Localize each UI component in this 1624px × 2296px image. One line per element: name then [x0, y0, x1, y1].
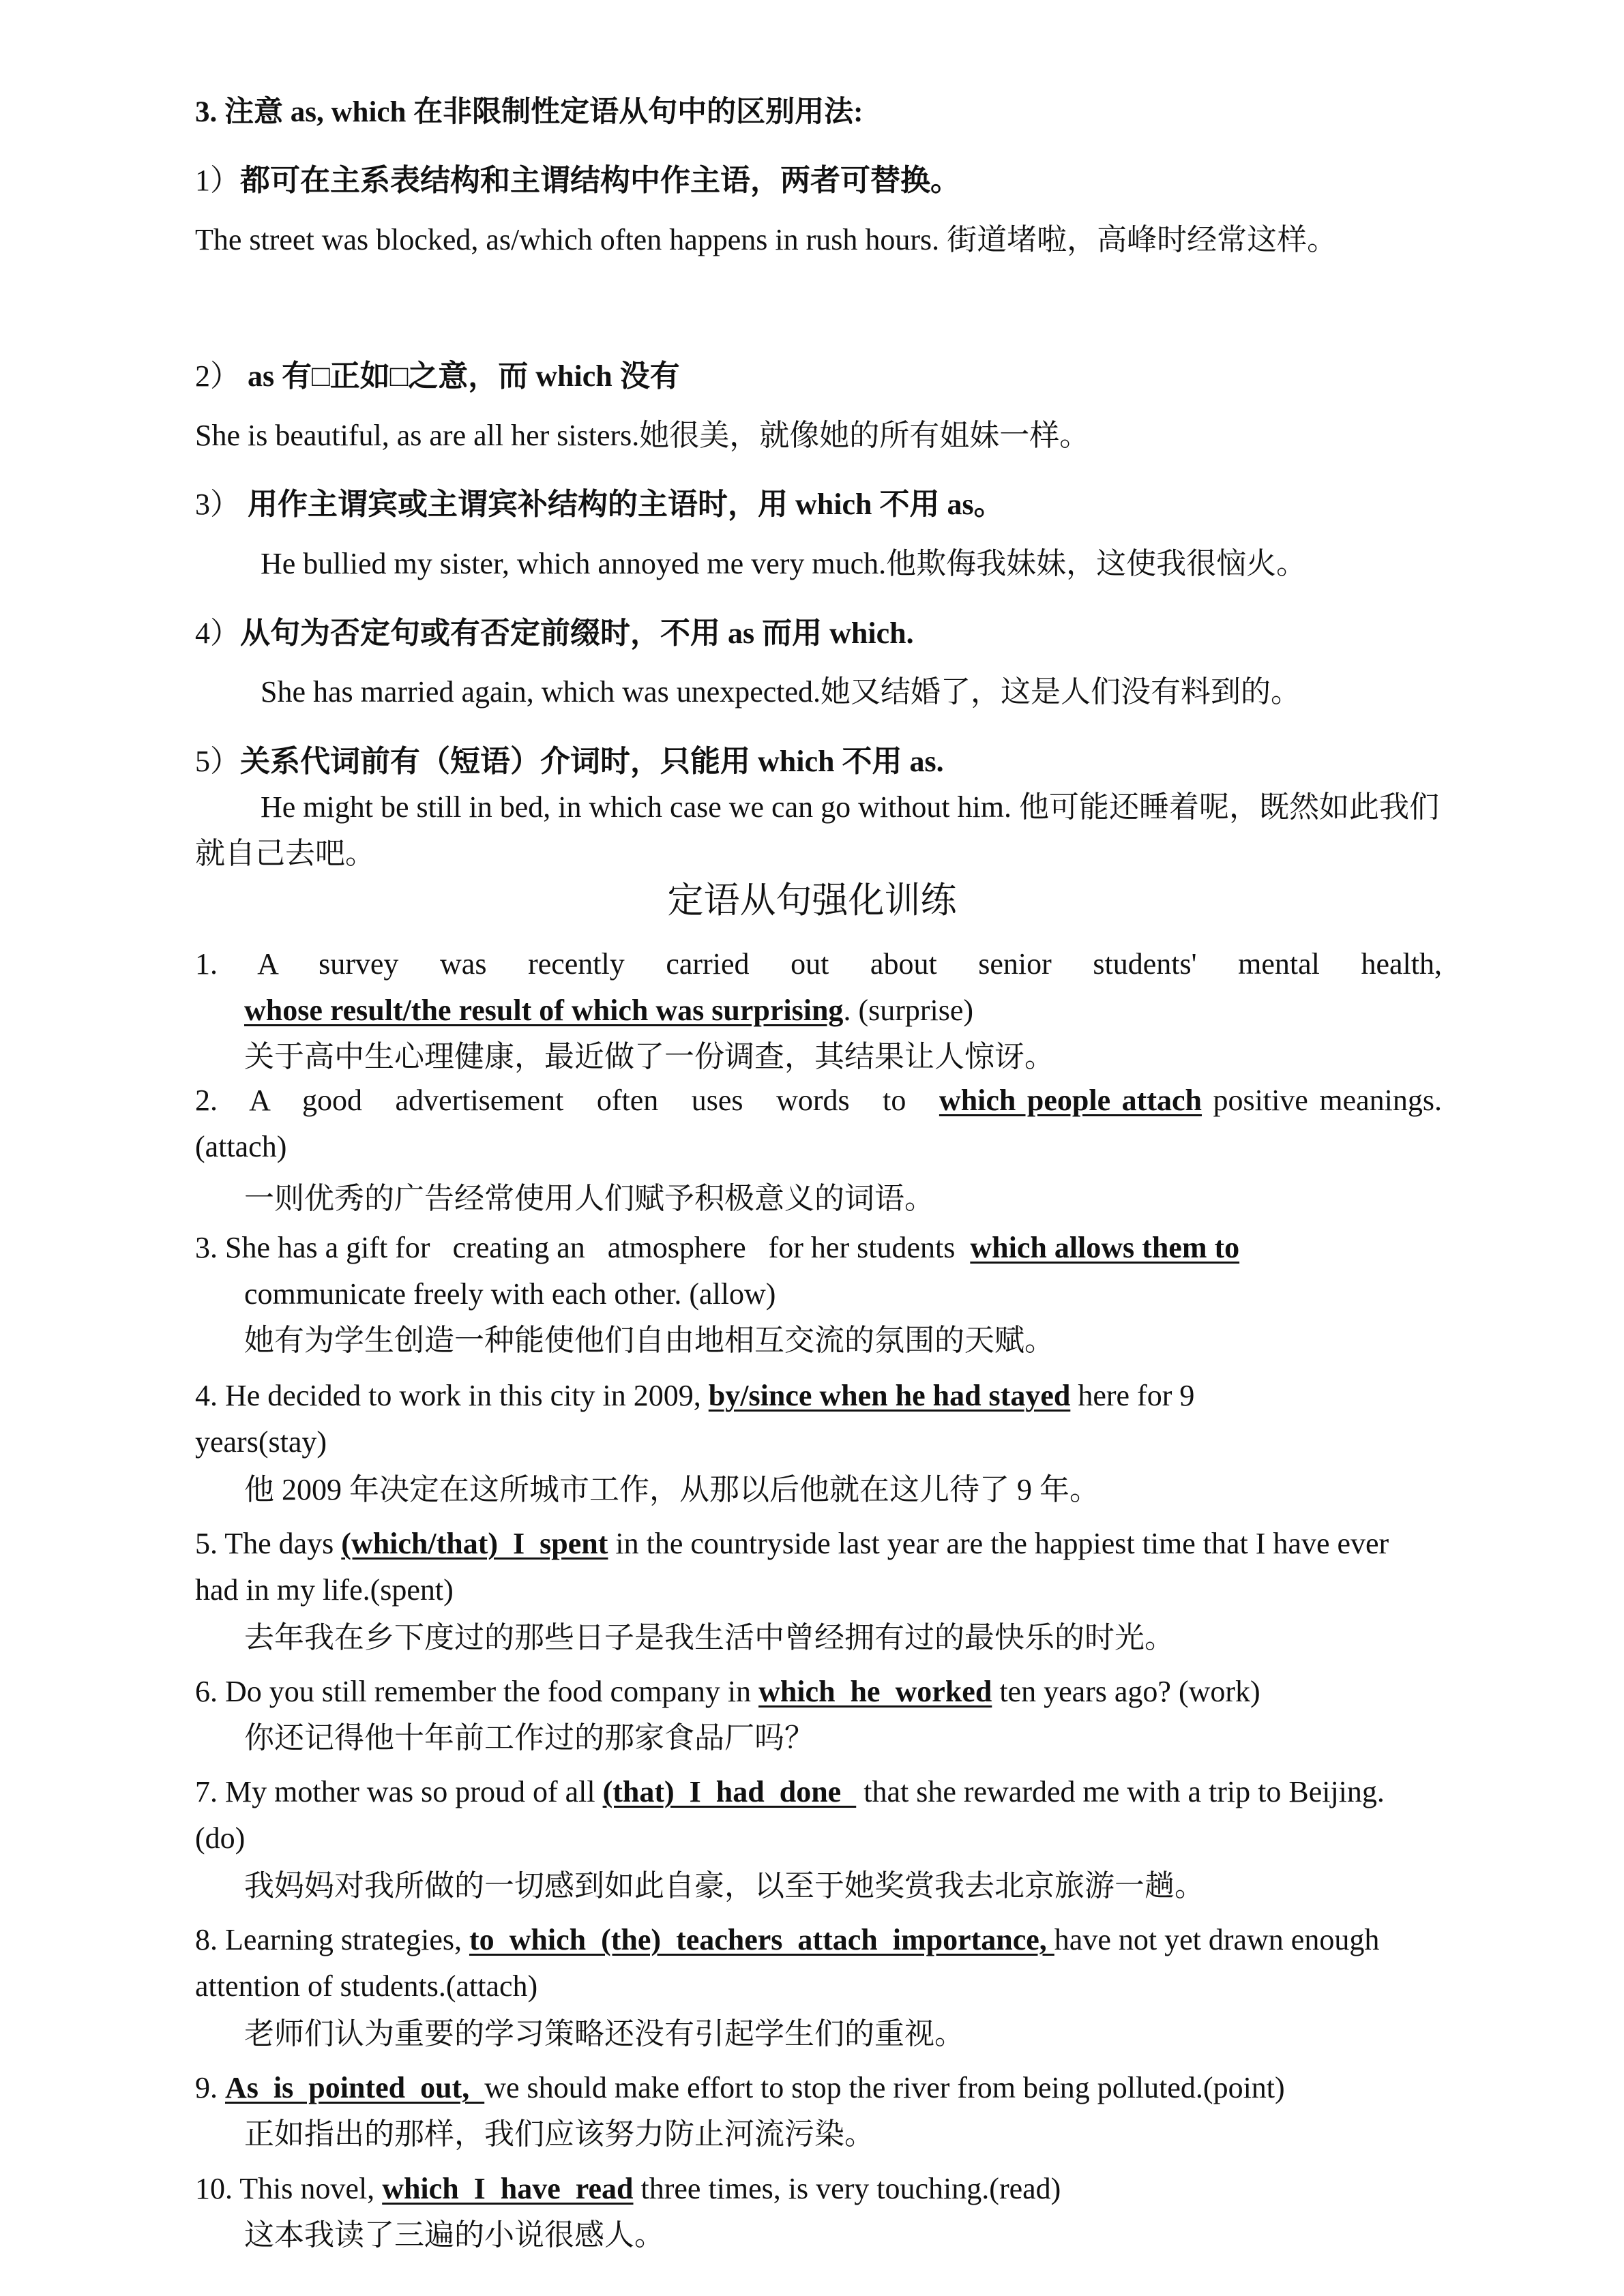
exercise-answer: which people attach [939, 1084, 1202, 1117]
exercise-prompt: 7. My mother was so proud of all [195, 1775, 603, 1808]
rule-5-example: He might be still in bed, in which case we can go without him. 他可能还睡着呢，既然如此我们就自己去吧。 [195, 790, 1440, 870]
rule-1-example: The street was blocked, as/which often happens in rush hours. 街道堵啦，高峰时经常这样。 [195, 223, 1338, 256]
exercise-item-6 [195, 1669, 1442, 1761]
rule-4-example: She has married again, which was unexpected.她又结婚了，这是人们没有料到的。 [261, 675, 1301, 709]
exercise-translation: 你还记得他十年前工作过的那家食品厂吗？ [244, 1721, 814, 1755]
exercise-suffix: have not yet drawn enough attention of students.(attach) [195, 1923, 1380, 2003]
exercise-answer: to which (the) teachers attach importance, [469, 1923, 1054, 1956]
rule-5 [195, 736, 944, 780]
exercise-prompt-group [195, 2065, 1442, 2111]
exercise-answer: (that) I had done [602, 1775, 857, 1808]
exercise-translation: 我妈妈对我所做的一切感到如此自豪，以至于她奖赏我去北京旅游一趟。 [244, 1869, 1205, 1903]
rule-number: 2） [195, 359, 240, 393]
rule-4 [195, 608, 914, 652]
rule-3 [195, 479, 1004, 523]
exercise-item-9 [195, 2065, 1442, 2158]
exercise-translation: 老师们认为重要的学习策略还没有引起学生们的重视。 [244, 2017, 964, 2051]
exercise-item-8 [195, 1917, 1442, 2057]
exercise-suffix: that she rewarded me with a trip to Beijing.(do) [195, 1775, 1385, 1855]
exercise-translation: 他 2009 年决定在这所城市工作，从那以后他就在这儿待了 9 年。 [244, 1473, 1099, 1506]
exercise-suffix: communicate freely with each other. (allow) [244, 1277, 776, 1311]
exercise-prompt: 8. Learning strategies, [195, 1923, 469, 1956]
exercise-prompt: 4. He decided to work in this city in 2009, [195, 1379, 709, 1412]
exercise-translation: 正如指出的那样，我们应该努力防止河流污染。 [244, 2117, 874, 2151]
exercise-heading: 定语从句强化训练 [667, 881, 957, 921]
exercise-answer: (which/that) I spent [341, 1527, 608, 1560]
exercise-item-7 [195, 1769, 1396, 1909]
exercise-prompt-group [195, 1225, 1442, 1271]
rule-2-example: She is beautiful, as are all her sisters.她很美，就像她的所有姐妹一样。 [195, 419, 1090, 452]
exercise-answer: whose result/the result of which was surprising [244, 994, 844, 1027]
exercise-item-1 [195, 941, 1442, 1080]
exercise-prompt-group [195, 1077, 1442, 1170]
exercise-prompt: 9. [195, 2071, 225, 2104]
rule-number: 4） [195, 616, 240, 650]
rule-text: 都可在主系表结构和主谓结构中作主语，两者可替换。 [240, 164, 960, 197]
rule-3-example: He bullied my sister, which annoyed me very much.他欺侮我妹妹，这使我很恼火。 [261, 547, 1307, 580]
exercise-item-2 [195, 1077, 1442, 1222]
exercise-suffix: ten years ago? (work) [992, 1675, 1260, 1708]
exercise-answer: which he worked [758, 1675, 992, 1708]
exercise-suffix: we should make effort to stop the river from being polluted.(point) [484, 2071, 1285, 2104]
exercise-answer: As is pointed out, [225, 2071, 485, 2104]
exercise-prompt: 5. The days [195, 1527, 342, 1560]
exercise-translation: 一则优秀的广告经常使用人们赋予积极意义的词语。 [244, 1182, 934, 1215]
rule-1 [195, 155, 960, 199]
exercise-suffix: three times, is very touching.(read) [633, 2172, 1061, 2205]
exercise-prompt-group [195, 2166, 1442, 2212]
rule-2 [195, 351, 680, 395]
exercise-item-4 [195, 1373, 1327, 1513]
section-title: 3. 注意 as, which 在非限制性定语从句中的区别用法: [195, 96, 863, 128]
rule-number: 5） [195, 745, 240, 778]
exercise-prompt: 10. This novel, [195, 2172, 383, 2205]
exercise-translation: 她有为学生创造一种能使他们自由地相互交流的氛围的天赋。 [244, 1324, 1054, 1357]
exercise-prompt-group [195, 1669, 1442, 1715]
exercise-suffix: . (surprise) [843, 994, 974, 1027]
exercise-suffix: positive meanings.(attach) [195, 1084, 1443, 1163]
exercise-answer: which I have read [382, 2172, 634, 2205]
rule-text: 从句为否定句或有否定前缀时，不用 as 而用 which. [240, 616, 914, 650]
rule-number: 1） [195, 164, 240, 197]
exercise-translation: 去年我在乡下度过的那些日子是我生活中曾经拥有过的最快乐的时光。 [244, 1621, 1175, 1654]
exercise-prompt: 2. A good advertisement often uses words to [195, 1084, 939, 1117]
exercise-translation: 这本我读了三遍的小说很感人。 [244, 2218, 664, 2252]
exercise-translation: 关于高中生心理健康，最近做了一份调查，其结果让人惊讶。 [244, 1040, 1054, 1073]
exercise-prompt: 3. She has a gift for creating an atmosphere for her students [195, 1231, 971, 1264]
exercise-answer: which allows them to [970, 1231, 1240, 1264]
exercise-item-10 [195, 2166, 1442, 2258]
rule-number: 3） [195, 488, 240, 521]
exercise-prompt: 1. A survey was recently carried out about senior students' mental health, [195, 947, 1442, 981]
exercise-item-5 [195, 1521, 1396, 1661]
rule-text: as 有□正如□之意，而 which 没有 [240, 359, 680, 393]
rule-text: 关系代词前有（短语）介词时，只能用 which 不用 as. [240, 745, 944, 778]
rule-text: 用作主谓宾或主谓宾补结构的主语时，用 which 不用 as。 [240, 488, 1004, 521]
exercise-answer: by/since when he had stayed [708, 1379, 1071, 1412]
exercise-prompt: 6. Do you still remember the food company in [195, 1675, 759, 1708]
exercise-suffix: here for 9 years(stay) [195, 1379, 1195, 1459]
exercise-suffix: in the countryside last year are the happiest time that I have ever had in my life.(spent) [195, 1527, 1389, 1607]
exercise-item-3 [195, 1225, 1442, 1364]
